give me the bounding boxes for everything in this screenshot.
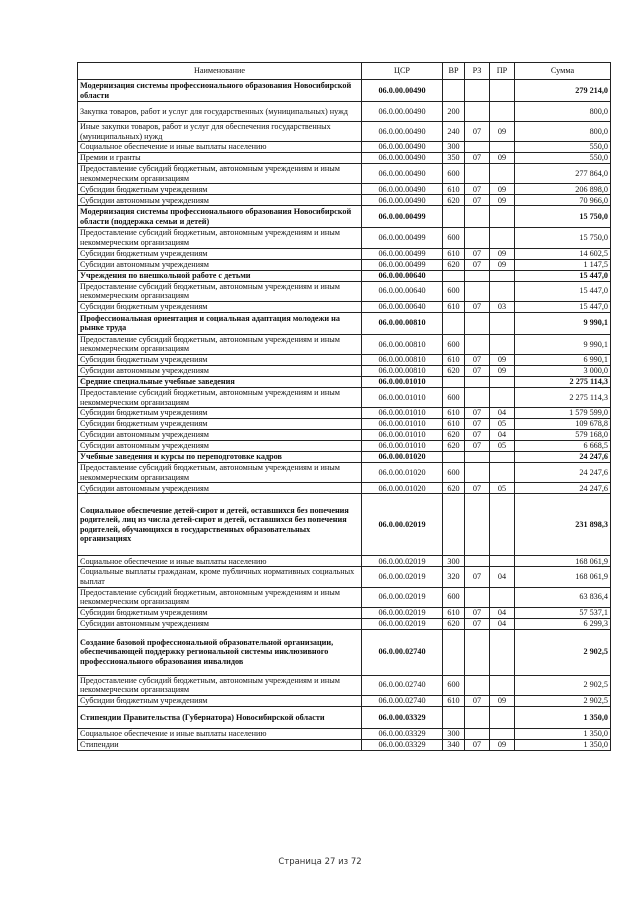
cell-csr: 06.0.00.00810: [362, 334, 443, 354]
cell-csr: 06.0.00.02740: [362, 675, 443, 695]
cell-csr: 06.0.00.02019: [362, 494, 443, 556]
cell-rz: [465, 142, 490, 153]
cell-vr: [443, 452, 465, 463]
cell-name: Предоставление субсидий бюджетным, автономным учреждениям и иным некоммерческим организациям: [78, 228, 362, 248]
cell-rz: 07: [465, 122, 490, 142]
cell-name: Субсидии автономным учреждениям: [78, 618, 362, 629]
cell-rz: 07: [465, 408, 490, 419]
table-row: [78, 365, 611, 376]
cell-name: Субсидии автономным учреждениям: [78, 365, 362, 376]
cell-rz: 07: [465, 567, 490, 587]
cell-rz: 07: [465, 695, 490, 706]
cell-csr: 06.0.00.00810: [362, 365, 443, 376]
cell-sum: 1 350,0: [515, 739, 611, 750]
cell-csr: 06.0.00.00499: [362, 228, 443, 248]
header-pr: ПР: [490, 63, 515, 80]
cell-rz: [465, 228, 490, 248]
cell-rz: [465, 270, 490, 281]
table-row: [78, 607, 611, 618]
cell-pr: 09: [490, 259, 515, 270]
cell-vr: 610: [443, 184, 465, 195]
cell-name: Создание базовой профессиональной образовательной организации, обеспечивающей поддержку региональной системы инклюзивного профессионального образования инвалидов: [78, 629, 362, 675]
cell-csr: 06.0.00.00640: [362, 281, 443, 301]
cell-csr: 06.0.00.02740: [362, 629, 443, 675]
table-row: [78, 483, 611, 494]
table-row: [78, 408, 611, 419]
cell-pr: 09: [490, 354, 515, 365]
cell-sum: 2 902,5: [515, 695, 611, 706]
cell-vr: [443, 494, 465, 556]
table-row: [78, 441, 611, 452]
table-row: [78, 228, 611, 248]
cell-vr: [443, 706, 465, 728]
cell-rz: [465, 80, 490, 102]
cell-csr: 06.0.00.03329: [362, 706, 443, 728]
table-row: [78, 195, 611, 206]
cell-pr: [490, 387, 515, 407]
cell-sum: 231 898,3: [515, 494, 611, 556]
cell-csr: 06.0.00.01010: [362, 387, 443, 407]
cell-sum: 15 750,0: [515, 206, 611, 228]
table-row: [78, 206, 611, 228]
cell-sum: 2 902,5: [515, 675, 611, 695]
cell-pr: 05: [490, 419, 515, 430]
cell-rz: [465, 463, 490, 483]
cell-name: Предоставление субсидий бюджетным, автономным учреждениям и иным некоммерческим организациям: [78, 164, 362, 184]
cell-rz: [465, 376, 490, 387]
table-row: [78, 164, 611, 184]
cell-name: Социальное обеспечение и иные выплаты населению: [78, 142, 362, 153]
cell-pr: 09: [490, 153, 515, 164]
cell-name: Предоставление субсидий бюджетным, автономным учреждениям и иным некоммерческим организациям: [78, 463, 362, 483]
header-rz: РЗ: [465, 63, 490, 80]
cell-sum: 70 966,0: [515, 195, 611, 206]
cell-pr: 09: [490, 739, 515, 750]
cell-sum: 15 447,0: [515, 270, 611, 281]
cell-pr: [490, 164, 515, 184]
cell-vr: 600: [443, 334, 465, 354]
cell-sum: 3 000,0: [515, 365, 611, 376]
table-row: [78, 739, 611, 750]
cell-vr: 610: [443, 695, 465, 706]
cell-vr: 340: [443, 739, 465, 750]
cell-pr: 09: [490, 695, 515, 706]
cell-sum: 63 836,4: [515, 587, 611, 607]
cell-rz: [465, 312, 490, 334]
cell-pr: [490, 675, 515, 695]
cell-rz: [465, 556, 490, 567]
header-sum: Сумма: [515, 63, 611, 80]
cell-rz: [465, 334, 490, 354]
cell-sum: 109 678,8: [515, 419, 611, 430]
cell-sum: 550,0: [515, 153, 611, 164]
table-row: [78, 142, 611, 153]
cell-sum: 6 668,5: [515, 441, 611, 452]
cell-sum: 9 990,1: [515, 334, 611, 354]
cell-name: Субсидии бюджетным учреждениям: [78, 695, 362, 706]
cell-name: Предоставление субсидий бюджетным, автономным учреждениям и иным некоммерческим организациям: [78, 387, 362, 407]
cell-pr: [490, 706, 515, 728]
cell-csr: 06.0.00.02019: [362, 618, 443, 629]
cell-rz: 07: [465, 301, 490, 312]
cell-name: Стипендии Правительства (Губернатора) Новосибирской области: [78, 706, 362, 728]
cell-csr: 06.0.00.02019: [362, 567, 443, 587]
cell-pr: [490, 587, 515, 607]
cell-name: Средние специальные учебные заведения: [78, 376, 362, 387]
cell-rz: [465, 728, 490, 739]
cell-csr: 06.0.00.00490: [362, 122, 443, 142]
cell-rz: 07: [465, 739, 490, 750]
cell-vr: 320: [443, 567, 465, 587]
cell-pr: 04: [490, 607, 515, 618]
cell-vr: [443, 376, 465, 387]
cell-vr: [443, 270, 465, 281]
cell-csr: 06.0.00.01010: [362, 376, 443, 387]
cell-csr: 06.0.00.00640: [362, 270, 443, 281]
cell-vr: 600: [443, 463, 465, 483]
cell-vr: [443, 629, 465, 675]
cell-csr: 06.0.00.00499: [362, 206, 443, 228]
cell-name: Субсидии бюджетным учреждениям: [78, 408, 362, 419]
cell-pr: 09: [490, 195, 515, 206]
cell-name: Предоставление субсидий бюджетным, автономным учреждениям и иным некоммерческим организациям: [78, 281, 362, 301]
cell-pr: 04: [490, 408, 515, 419]
cell-name: Предоставление субсидий бюджетным, автономным учреждениям и иным некоммерческим организациям: [78, 334, 362, 354]
cell-vr: 620: [443, 618, 465, 629]
cell-csr: 06.0.00.02019: [362, 587, 443, 607]
cell-csr: 06.0.00.00640: [362, 301, 443, 312]
cell-rz: [465, 675, 490, 695]
cell-rz: 07: [465, 483, 490, 494]
cell-name: Субсидии автономным учреждениям: [78, 430, 362, 441]
cell-vr: [443, 312, 465, 334]
table-row: [78, 354, 611, 365]
table-row: [78, 270, 611, 281]
cell-rz: [465, 587, 490, 607]
table-row: [78, 312, 611, 334]
header-vr: ВР: [443, 63, 465, 80]
cell-sum: 1 350,0: [515, 728, 611, 739]
cell-vr: 610: [443, 419, 465, 430]
table-row: [78, 301, 611, 312]
cell-pr: [490, 312, 515, 334]
cell-csr: 06.0.00.00490: [362, 164, 443, 184]
cell-name: Субсидии автономным учреждениям: [78, 259, 362, 270]
cell-pr: 09: [490, 122, 515, 142]
cell-csr: 06.0.00.03329: [362, 739, 443, 750]
cell-pr: 04: [490, 567, 515, 587]
cell-rz: 07: [465, 195, 490, 206]
cell-vr: [443, 80, 465, 102]
cell-sum: 2 275 114,3: [515, 376, 611, 387]
cell-pr: [490, 281, 515, 301]
cell-name: Стипендии: [78, 739, 362, 750]
table-row: [78, 675, 611, 695]
cell-vr: 620: [443, 430, 465, 441]
cell-pr: 09: [490, 184, 515, 195]
cell-csr: 06.0.00.00490: [362, 153, 443, 164]
table-row: [78, 629, 611, 675]
cell-csr: 06.0.00.01020: [362, 463, 443, 483]
cell-rz: [465, 387, 490, 407]
cell-csr: 06.0.00.01020: [362, 452, 443, 463]
cell-pr: 09: [490, 365, 515, 376]
header-name: Наименование: [78, 63, 362, 80]
cell-name: Социальные выплаты гражданам, кроме публичных нормативных социальных выплат: [78, 567, 362, 587]
cell-pr: 03: [490, 301, 515, 312]
cell-pr: [490, 102, 515, 122]
cell-vr: 600: [443, 228, 465, 248]
budget-table: [77, 62, 611, 751]
cell-vr: 600: [443, 587, 465, 607]
table-row: [78, 248, 611, 259]
cell-csr: 06.0.00.01010: [362, 419, 443, 430]
cell-rz: 07: [465, 607, 490, 618]
cell-pr: [490, 270, 515, 281]
cell-pr: 09: [490, 248, 515, 259]
cell-vr: 620: [443, 483, 465, 494]
cell-name: Субсидии бюджетным учреждениям: [78, 419, 362, 430]
cell-vr: 300: [443, 142, 465, 153]
cell-name: Учебные заведения и курсы по переподготовке кадров: [78, 452, 362, 463]
cell-csr: 06.0.00.00810: [362, 354, 443, 365]
cell-pr: 04: [490, 430, 515, 441]
cell-sum: 1 579 599,0: [515, 408, 611, 419]
cell-csr: 06.0.00.00490: [362, 80, 443, 102]
cell-name: Субсидии автономным учреждениям: [78, 483, 362, 494]
cell-sum: 550,0: [515, 142, 611, 153]
table-row: [78, 587, 611, 607]
cell-rz: 07: [465, 430, 490, 441]
cell-pr: [490, 142, 515, 153]
cell-name: Модернизация системы профессионального образования Новосибирской области: [78, 80, 362, 102]
cell-name: Субсидии бюджетным учреждениям: [78, 248, 362, 259]
cell-rz: [465, 706, 490, 728]
cell-name: Субсидии автономным учреждениям: [78, 195, 362, 206]
cell-vr: 240: [443, 122, 465, 142]
cell-csr: 06.0.00.00810: [362, 312, 443, 334]
cell-csr: 06.0.00.01010: [362, 441, 443, 452]
cell-name: Социальное обеспечение и иные выплаты населению: [78, 728, 362, 739]
cell-rz: [465, 494, 490, 556]
cell-name: Субсидии бюджетным учреждениям: [78, 607, 362, 618]
cell-pr: [490, 376, 515, 387]
cell-rz: 07: [465, 153, 490, 164]
header-csr: ЦСР: [362, 63, 443, 80]
table-row: [78, 419, 611, 430]
table-row: [78, 463, 611, 483]
cell-sum: 2 275 114,3: [515, 387, 611, 407]
cell-rz: 07: [465, 419, 490, 430]
cell-sum: 168 061,9: [515, 556, 611, 567]
table-row: [78, 184, 611, 195]
cell-vr: 600: [443, 675, 465, 695]
cell-csr: 06.0.00.02019: [362, 556, 443, 567]
cell-pr: [490, 463, 515, 483]
cell-csr: 06.0.00.00490: [362, 184, 443, 195]
table-row: [78, 334, 611, 354]
cell-csr: 06.0.00.02740: [362, 695, 443, 706]
cell-name: Социальное обеспечение и иные выплаты населению: [78, 556, 362, 567]
cell-name: Иные закупки товаров, работ и услуг для обеспечения государственных (муниципальных) нужд: [78, 122, 362, 142]
cell-name: Субсидии бюджетным учреждениям: [78, 184, 362, 195]
cell-name: Субсидии бюджетным учреждениям: [78, 354, 362, 365]
cell-sum: 24 247,6: [515, 463, 611, 483]
cell-rz: 07: [465, 184, 490, 195]
cell-csr: 06.0.00.01010: [362, 430, 443, 441]
cell-name: Закупка товаров, работ и услуг для государственных (муниципальных) нужд: [78, 102, 362, 122]
cell-pr: [490, 629, 515, 675]
cell-rz: [465, 452, 490, 463]
cell-rz: 07: [465, 259, 490, 270]
cell-sum: 2 902,5: [515, 629, 611, 675]
table-row: [78, 80, 611, 102]
table-row: [78, 556, 611, 567]
cell-sum: 24 247,6: [515, 452, 611, 463]
cell-rz: 07: [465, 441, 490, 452]
table-row: [78, 695, 611, 706]
cell-vr: 620: [443, 441, 465, 452]
cell-csr: 06.0.00.00490: [362, 102, 443, 122]
cell-name: Учреждения по внешкольной работе с детьми: [78, 270, 362, 281]
cell-name: Профессиональная ориентация и социальная адаптация молодежи на рынке труда: [78, 312, 362, 334]
cell-csr: 06.0.00.00490: [362, 142, 443, 153]
cell-rz: 07: [465, 365, 490, 376]
cell-pr: [490, 452, 515, 463]
table-row: [78, 122, 611, 142]
cell-name: Предоставление субсидий бюджетным, автономным учреждениям и иным некоммерческим организациям: [78, 587, 362, 607]
table-row: [78, 452, 611, 463]
cell-pr: [490, 228, 515, 248]
cell-vr: 600: [443, 164, 465, 184]
cell-pr: [490, 334, 515, 354]
table-row: [78, 494, 611, 556]
cell-rz: 07: [465, 618, 490, 629]
cell-csr: 06.0.00.00499: [362, 248, 443, 259]
cell-sum: 15 447,0: [515, 281, 611, 301]
cell-csr: 06.0.00.03329: [362, 728, 443, 739]
cell-pr: 05: [490, 483, 515, 494]
cell-pr: [490, 556, 515, 567]
cell-vr: 620: [443, 259, 465, 270]
cell-csr: 06.0.00.02019: [362, 607, 443, 618]
cell-sum: 579 168,0: [515, 430, 611, 441]
cell-vr: 600: [443, 281, 465, 301]
table-row: [78, 153, 611, 164]
cell-vr: 600: [443, 387, 465, 407]
cell-sum: 800,0: [515, 122, 611, 142]
cell-vr: 610: [443, 408, 465, 419]
cell-vr: [443, 206, 465, 228]
cell-vr: 610: [443, 354, 465, 365]
cell-rz: 07: [465, 354, 490, 365]
cell-pr: 05: [490, 441, 515, 452]
cell-rz: [465, 206, 490, 228]
cell-rz: 07: [465, 248, 490, 259]
table-row: [78, 102, 611, 122]
cell-csr: 06.0.00.00490: [362, 195, 443, 206]
cell-pr: [490, 494, 515, 556]
cell-csr: 06.0.00.01010: [362, 408, 443, 419]
cell-name: Модернизация системы профессионального образования Новосибирской области (поддержка семьи и детей): [78, 206, 362, 228]
cell-vr: 610: [443, 248, 465, 259]
cell-rz: [465, 281, 490, 301]
table-row: [78, 259, 611, 270]
cell-sum: 15 447,0: [515, 301, 611, 312]
cell-sum: 800,0: [515, 102, 611, 122]
cell-sum: 6 990,1: [515, 354, 611, 365]
cell-vr: 300: [443, 556, 465, 567]
cell-sum: 6 299,3: [515, 618, 611, 629]
cell-rz: [465, 102, 490, 122]
cell-vr: 350: [443, 153, 465, 164]
cell-rz: [465, 629, 490, 675]
cell-sum: 1 147,5: [515, 259, 611, 270]
table-row: [78, 728, 611, 739]
cell-sum: 206 898,0: [515, 184, 611, 195]
table-row: [78, 430, 611, 441]
cell-pr: [490, 728, 515, 739]
cell-sum: 15 750,0: [515, 228, 611, 248]
cell-csr: 06.0.00.00499: [362, 259, 443, 270]
table-row: [78, 387, 611, 407]
cell-name: Предоставление субсидий бюджетным, автономным учреждениям и иным некоммерческим организациям: [78, 675, 362, 695]
cell-name: Субсидии автономным учреждениям: [78, 441, 362, 452]
cell-sum: 14 602,5: [515, 248, 611, 259]
cell-vr: 620: [443, 195, 465, 206]
cell-vr: 620: [443, 365, 465, 376]
cell-pr: [490, 206, 515, 228]
cell-name: Субсидии бюджетным учреждениям: [78, 301, 362, 312]
page-number: Страница 27 из 72: [278, 857, 362, 867]
cell-vr: 200: [443, 102, 465, 122]
table-row: [78, 618, 611, 629]
cell-sum: 1 350,0: [515, 706, 611, 728]
table-row: [78, 281, 611, 301]
cell-sum: 9 990,1: [515, 312, 611, 334]
cell-rz: [465, 164, 490, 184]
cell-name: Премии и гранты: [78, 153, 362, 164]
cell-sum: 277 864,0: [515, 164, 611, 184]
table-row: [78, 706, 611, 728]
cell-vr: 610: [443, 301, 465, 312]
cell-pr: [490, 80, 515, 102]
table-header-row: [78, 63, 611, 80]
cell-sum: 168 061,9: [515, 567, 611, 587]
cell-vr: 610: [443, 607, 465, 618]
cell-pr: 04: [490, 618, 515, 629]
cell-sum: 24 247,6: [515, 483, 611, 494]
cell-vr: 300: [443, 728, 465, 739]
cell-sum: 57 537,1: [515, 607, 611, 618]
cell-csr: 06.0.00.01020: [362, 483, 443, 494]
table-row: [78, 376, 611, 387]
cell-sum: 279 214,0: [515, 80, 611, 102]
table-row: [78, 567, 611, 587]
cell-name: Социальное обеспечение детей-сирот и детей, оставшихся без попечения родителей, лиц из числа детей-сирот и детей, оставшихся без попечения родителей, обучающихся в государственных образовательных организациях: [78, 494, 362, 556]
